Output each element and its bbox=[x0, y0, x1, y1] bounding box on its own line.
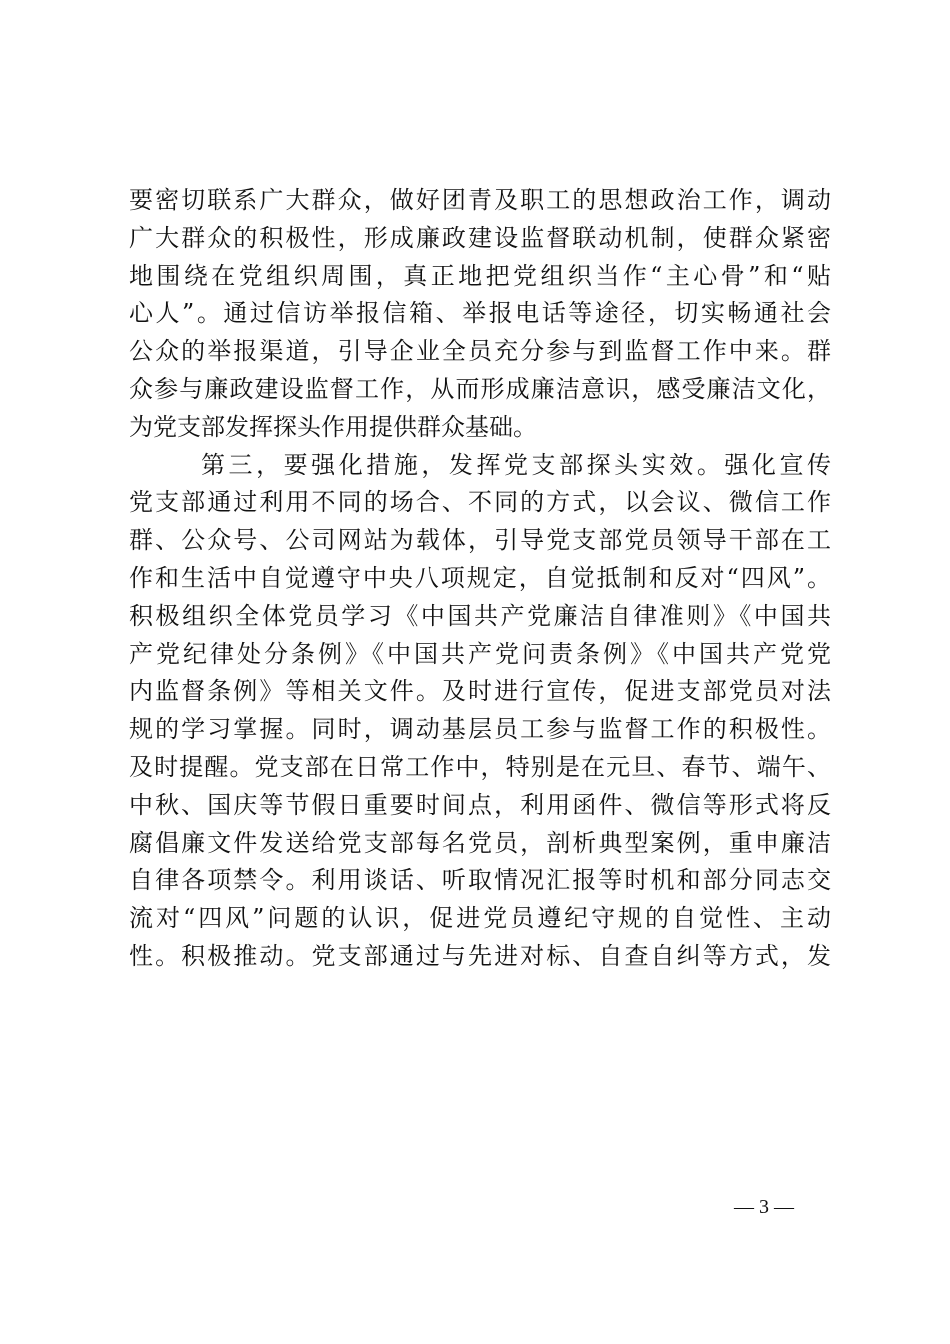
text-line: 中秋、国庆等节假日重要时间点，利用函件、微信等形式将反 bbox=[129, 790, 831, 819]
text-line: 第三，要强化措施，发挥党支部探头实效。强化宣传 bbox=[201, 450, 831, 479]
text-line: 公众的举报渠道，引导企业全员充分参与到监督工作中来。群 bbox=[129, 337, 831, 366]
text-line: 为党支部发挥探头作用提供群众基础。 bbox=[129, 412, 537, 441]
body-text bbox=[129, 182, 831, 976]
text-line: 党支部通过利用不同的场合、不同的方式，以会议、微信工作 bbox=[129, 488, 831, 517]
text-line: 性。积极推动。党支部通过与先进对标、自查自纠等方式，发 bbox=[129, 941, 831, 970]
text-line: 流对“四风”问题的认识，促进党员遵纪守规的自觉性、主动 bbox=[129, 904, 831, 933]
text-line: 众参与廉政建设监督工作，从而形成廉洁意识，感受廉洁文化， bbox=[129, 374, 831, 403]
text-line: 及时提醒。党支部在日常工作中，特别是在元旦、春节、端午、 bbox=[129, 752, 831, 781]
text-line: 积极组织全体党员学习《中国共产党廉洁自律准则》《中国共 bbox=[129, 601, 831, 630]
text-line: 广大群众的积极性，形成廉政建设监督联动机制，使群众紧密 bbox=[129, 223, 831, 252]
text-line: 要密切联系广大群众，做好团青及职工的思想政治工作，调动 bbox=[129, 186, 831, 214]
text-line: 心人”。通过信访举报信箱、举报电话等途径，切实畅通社会 bbox=[129, 299, 831, 328]
text-line: 地围绕在党组织周围，真正地把党组织当作“主心骨”和“贴 bbox=[129, 261, 831, 290]
text-line: 群、公众号、公司网站为载体，引导党支部党员领导干部在工 bbox=[129, 526, 831, 555]
text-line: 内监督条例》等相关文件。及时进行宣传，促进支部党员对法 bbox=[129, 677, 831, 706]
text-line: 腐倡廉文件发送给党支部每名党员，剖析典型案例，重申廉洁 bbox=[129, 828, 831, 857]
text-line: 作和生活中自觉遵守中央八项规定，自觉抵制和反对“四风”。 bbox=[129, 563, 831, 592]
paragraph bbox=[129, 182, 831, 447]
paragraph bbox=[129, 447, 831, 976]
text-line: 产党纪律处分条例》《中国共产党问责条例》《中国共产党党 bbox=[129, 639, 831, 668]
page-number: — 3 — bbox=[734, 1196, 794, 1218]
text-line: 规的学习掌握。同时，调动基层员工参与监督工作的积极性。 bbox=[129, 715, 831, 744]
text-line: 自律各项禁令。利用谈话、听取情况汇报等时机和部分同志交 bbox=[129, 866, 831, 895]
